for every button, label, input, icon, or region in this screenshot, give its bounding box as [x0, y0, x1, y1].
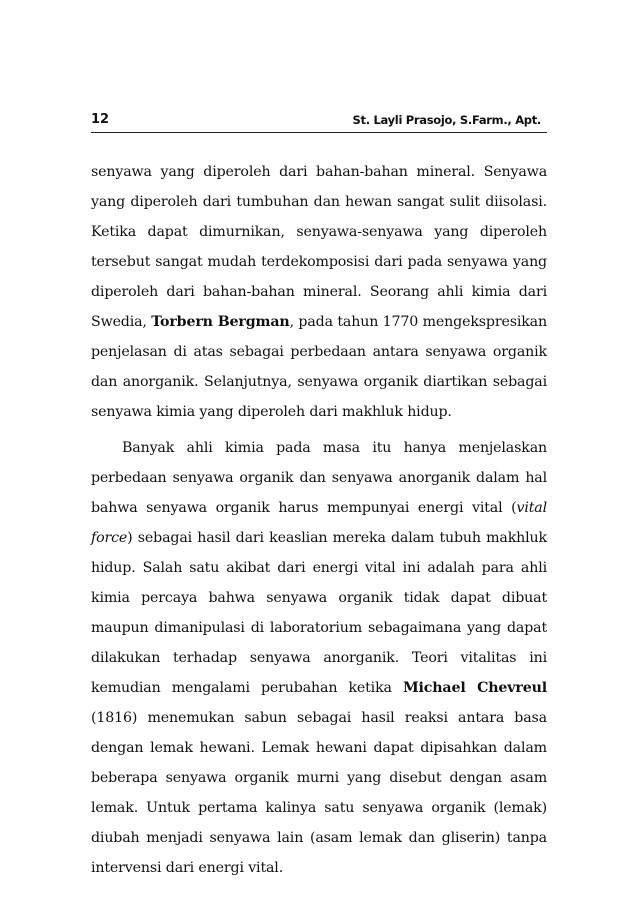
paragraph-2-text-a: Banyak ahli kimia pada masa itu hanya menjelaskan perbedaan senyawa organik dan senyawa anorganik dalam hal bahwa senyawa organik harus mempunyai energi vital ( — [91, 440, 547, 516]
page-number: 12 — [91, 112, 110, 127]
person-name-michael-chevreul: Michael Chevreul — [402, 680, 547, 696]
paragraph-2-text-c: (1816) menemukan sabun sebagai hasil reaksi antara basa dengan lemak hewani. Lemak hewani dapat dipisahkan dalam beberapa senyawa organik murni yang disebut dengan asam lemak. Untuk pertama kalinya satu senyawa organik (lemak) diubah menjadi senyawa lain (asam lemak dan gliserin) tanpa intervensi dari energi vital. — [91, 710, 547, 876]
paragraph-2-text-b: ) sebagai hasil dari keaslian mereka dalam tubuh makhluk hidup. Salah satu akibat dari energi vital ini adalah para ahli kimia percaya bahwa senyawa organik tidak dapat dibuat maupun dimanipulasi di laboratorium sebagaimana yang dapat dilakukan terhadap senyawa anorganik. Teori vitalitas ini kemudian mengalami perubahan ketika — [91, 530, 547, 696]
paragraph-1-text-a: senyawa yang diperoleh dari bahan-bahan mineral. Senyawa yang diperoleh dari tumbuhan dan hewan sangat sulit diisolasi. Ketika dapat dimurnikan, senyawa-senyawa yang diperoleh tersebut sangat mudah terdekomposisi dari pada senyawa yang diperoleh dari bahan-bahan mineral. Seorang ahli kimia dari Swedia, — [91, 164, 547, 330]
person-name-torbern-bergman: Torbern Bergman — [151, 314, 290, 330]
running-head-author: St. Layli Prasojo, S.Farm., Apt. — [352, 113, 541, 127]
term-vital-force: vital force — [91, 500, 547, 546]
body-text — [91, 157, 547, 883]
paragraph-1-text-b: , pada tahun 1770 mengekspresikan penjelasan di atas sebagai perbedaan antara senyawa organik dan anorganik. Selanjutnya, senyawa organik diartikan sebagai senyawa kimia yang diperoleh dari makhluk hidup. — [91, 314, 547, 420]
paragraph-2 — [91, 433, 547, 883]
paragraph-1 — [91, 157, 547, 427]
page-header — [91, 110, 547, 133]
